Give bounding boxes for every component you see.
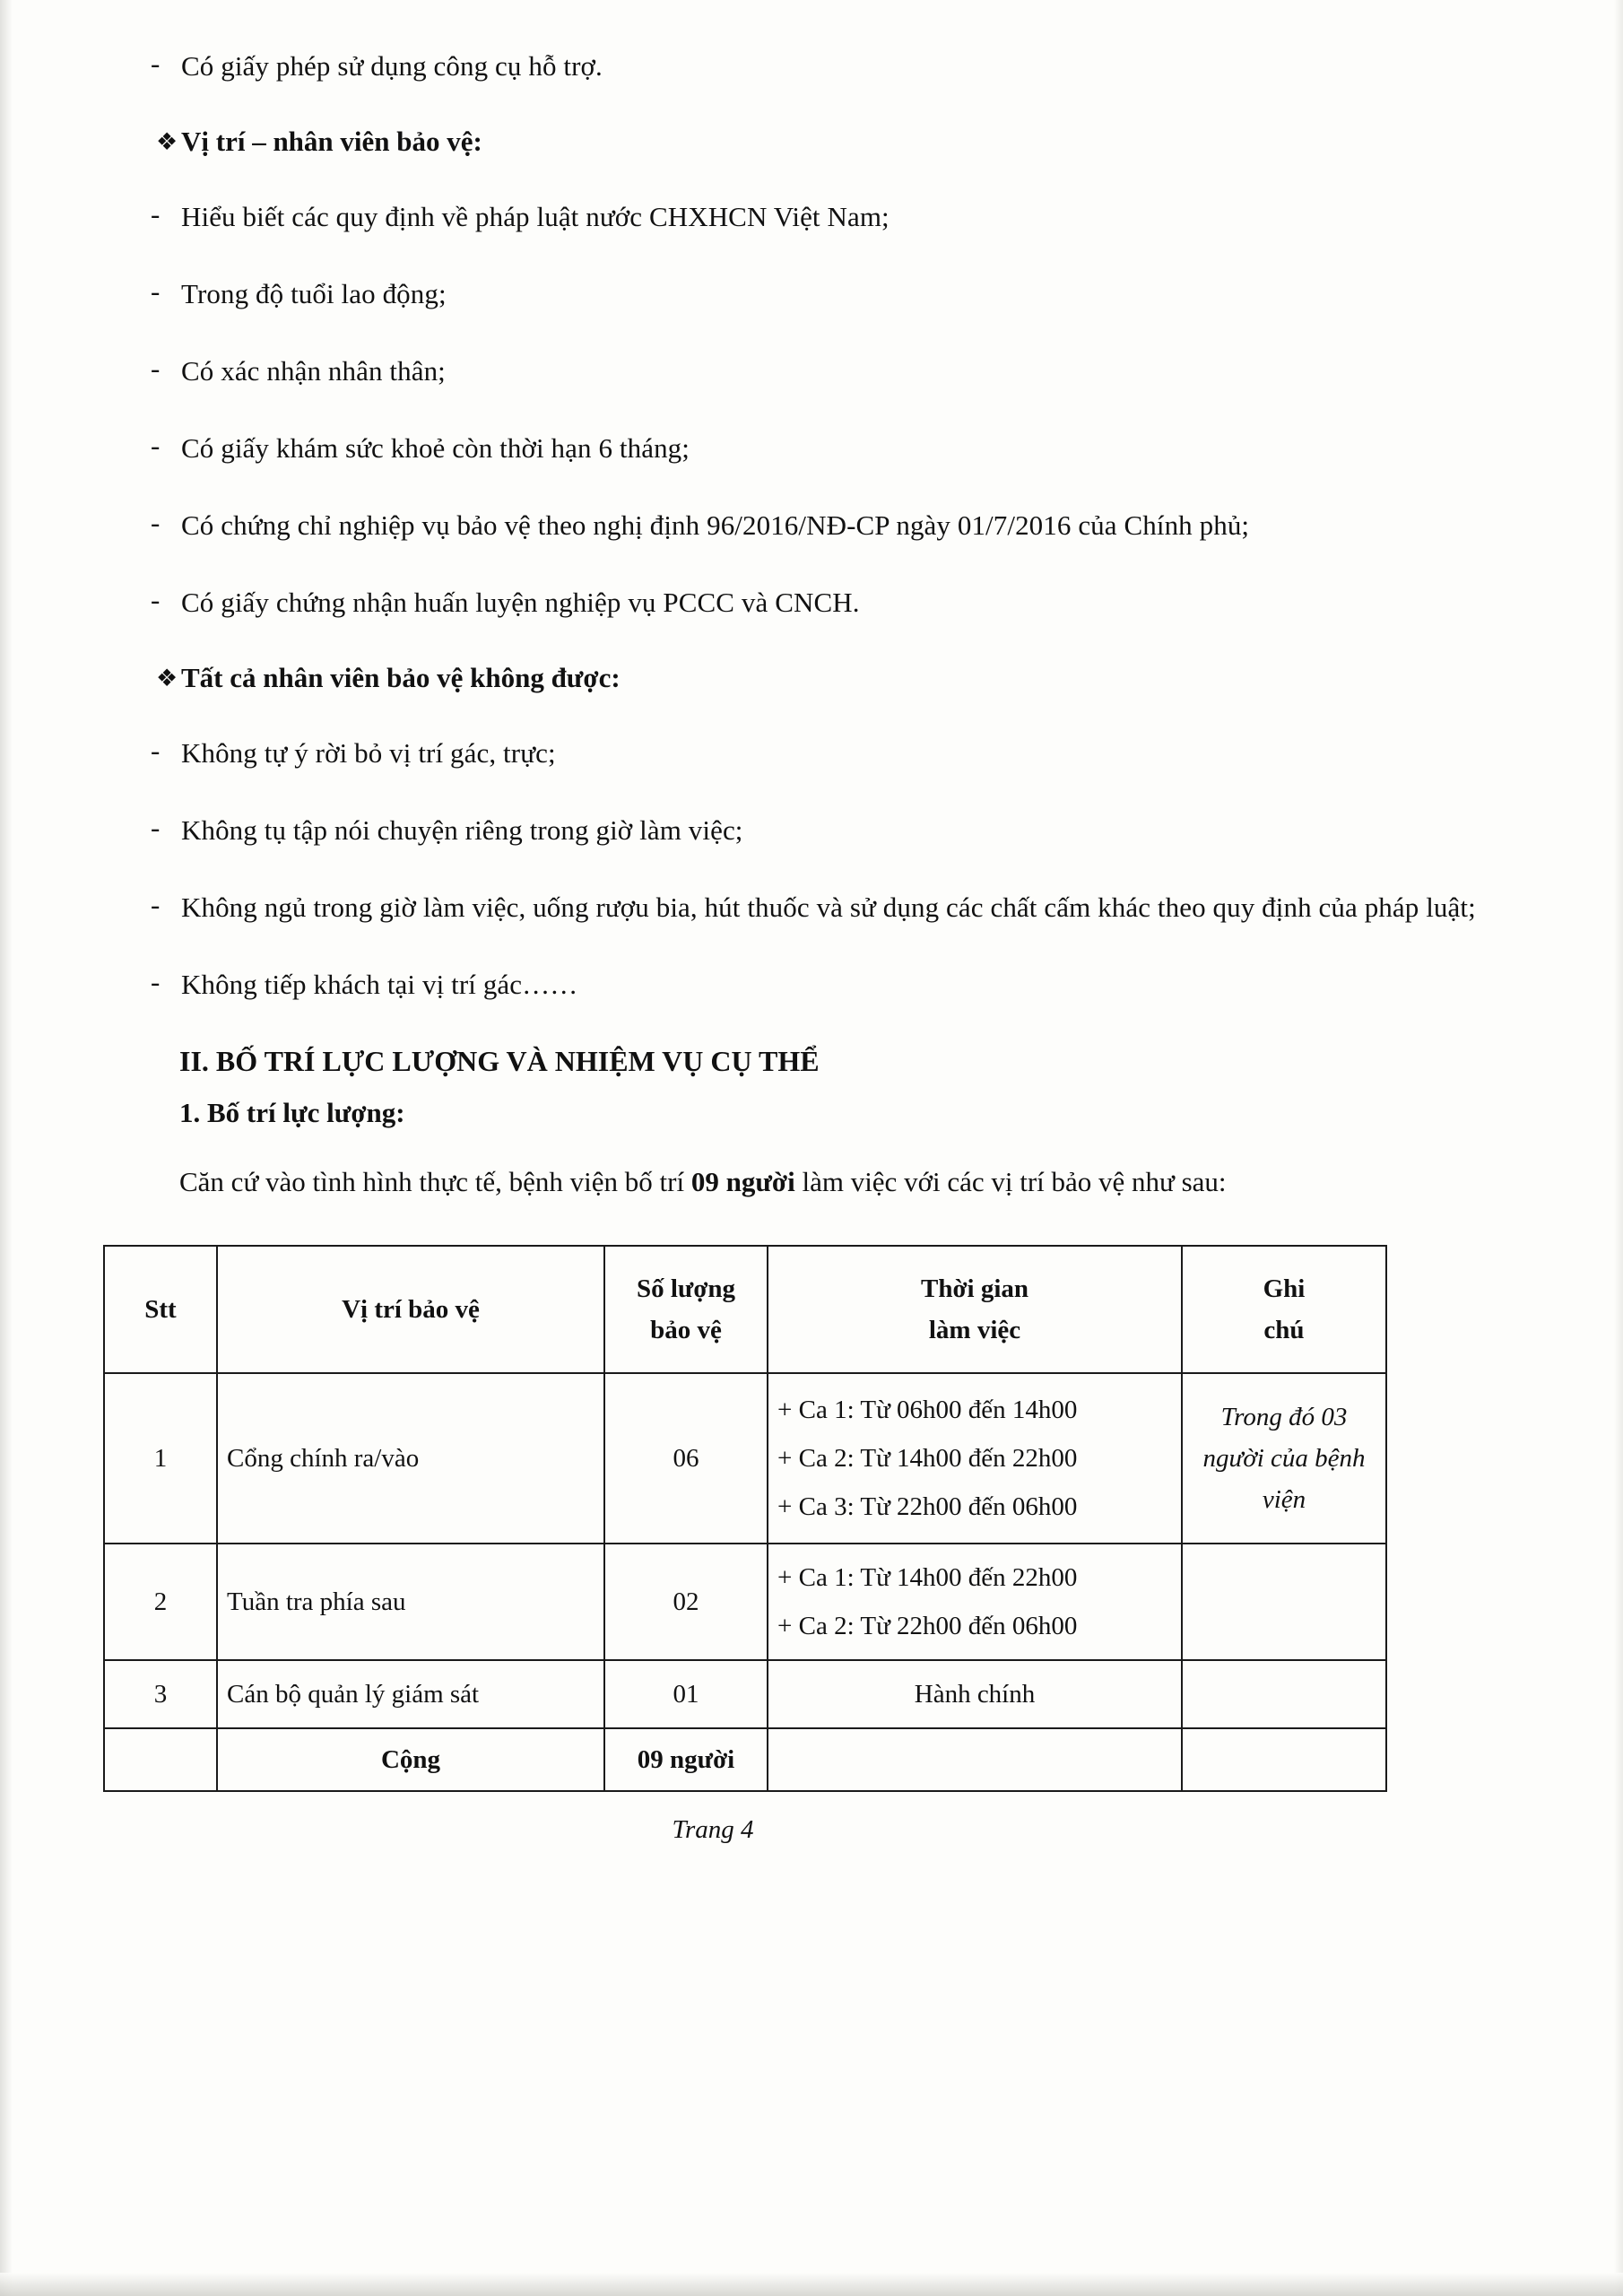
column-header-time-line1: Thời gian [920, 1274, 1029, 1303]
cell-total-stt [104, 1728, 217, 1791]
bullet-text: Có giấy chứng nhận huấn luyện nghiệp vụ PCCC và CNCH. [181, 587, 860, 618]
list-item [135, 43, 1497, 90]
subsection-1-heading: 1. Bố trí lực lượng: [179, 1097, 405, 1128]
cell-quantity: 06 [604, 1373, 768, 1544]
column-header-quantity-line1: Số lượng [636, 1274, 736, 1303]
table-row [104, 1544, 1386, 1660]
list-item [135, 271, 1497, 317]
cell-position: Tuần tra phía sau [217, 1544, 604, 1660]
cell-total-time [768, 1728, 1182, 1791]
table-body [104, 1373, 1386, 1791]
column-header-note-line1: Ghi [1263, 1274, 1306, 1303]
column-header-time-line2: làm việc [928, 1316, 1021, 1344]
scan-edge-right [1614, 0, 1623, 2296]
list-item [135, 502, 1497, 549]
dash-marker-icon: - [151, 966, 161, 997]
dash-marker-icon: - [151, 735, 161, 766]
document-content [135, 43, 1497, 1845]
shift-line: + Ca 1: Từ 14h00 đến 22h00 [777, 1563, 1078, 1592]
list-item [135, 730, 1497, 777]
section-heading-prohibitions [135, 657, 1497, 700]
bullet-text: Hiểu biết các quy định về pháp luật nước CHXHCN Việt Nam; [181, 201, 890, 232]
cell-note [1182, 1660, 1386, 1728]
cell-position: Cán bộ quản lý giám sát [217, 1660, 604, 1728]
table-row [104, 1660, 1386, 1728]
cell-total-note [1182, 1728, 1386, 1791]
list-item [135, 579, 1497, 626]
list-item [135, 961, 1497, 1008]
list-item [135, 348, 1497, 395]
column-header-note [1182, 1246, 1386, 1373]
column-header-position: Vị trí bảo vệ [217, 1246, 604, 1373]
cell-stt: 2 [104, 1544, 217, 1660]
cell-total-label: Cộng [217, 1728, 604, 1791]
dash-marker-icon: - [151, 48, 161, 79]
cell-total-quantity: 09 người [604, 1728, 768, 1791]
list-item [135, 425, 1497, 472]
diamond-bullet-icon: ❖ [156, 128, 178, 155]
cell-quantity: 02 [604, 1544, 768, 1660]
deployment-table-wrapper [103, 1245, 1385, 1792]
deployment-count: 09 người [690, 1166, 795, 1197]
dash-marker-icon: - [151, 584, 161, 615]
table-head [104, 1246, 1386, 1373]
column-header-time [768, 1246, 1182, 1373]
scan-edge-left [0, 0, 13, 2296]
dash-marker-icon: - [151, 889, 161, 920]
cell-time [768, 1373, 1182, 1544]
list-item [135, 884, 1497, 931]
column-header-stt: Stt [104, 1246, 217, 1373]
cell-stt: 3 [104, 1660, 217, 1728]
dash-marker-icon: - [151, 275, 161, 307]
column-header-quantity-line2: bảo vệ [650, 1316, 722, 1344]
cell-quantity: 01 [604, 1660, 768, 1728]
section-heading-label: Tất cả nhân viên bảo vệ không được: [181, 662, 621, 693]
table-total-row [104, 1728, 1386, 1791]
list-item [135, 807, 1497, 854]
dash-marker-icon: - [151, 507, 161, 538]
dash-marker-icon: - [151, 430, 161, 461]
bullet-text: Không tiếp khách tại vị trí gác…… [181, 969, 578, 1000]
scan-edge-bottom [0, 2273, 1623, 2296]
diamond-bullet-icon: ❖ [156, 665, 178, 691]
dash-marker-icon: - [151, 812, 161, 843]
bullet-text: Không tự ý rời bỏ vị trí gác, trực; [181, 737, 556, 769]
cell-time [768, 1544, 1182, 1660]
cell-note [1182, 1544, 1386, 1660]
section-ii-heading: II. BỐ TRÍ LỰC LƯỢNG VÀ NHIỆM VỤ CỤ THỂ [179, 1045, 820, 1077]
bullet-text: Có giấy khám sức khoẻ còn thời hạn 6 tháng; [181, 432, 690, 464]
cell-stt: 1 [104, 1373, 217, 1544]
shift-line: + Ca 1: Từ 06h00 đến 14h00 [777, 1396, 1078, 1424]
deployment-table [103, 1245, 1387, 1792]
deployment-text-after: làm việc với các vị trí bảo vệ như sau: [794, 1166, 1227, 1197]
cell-position: Cổng chính ra/vào [217, 1373, 604, 1544]
column-header-quantity [604, 1246, 768, 1373]
shift-line: + Ca 3: Từ 22h00 đến 06h00 [777, 1492, 1078, 1521]
bullet-text: Có chứng chỉ nghiệp vụ bảo vệ theo nghị định 96/2016/NĐ-CP ngày 01/7/2016 của Chính phủ; [181, 509, 1250, 541]
cell-time: Hành chính [768, 1660, 1182, 1728]
dash-marker-icon: - [151, 352, 161, 384]
cell-note: Trong đó 03 người của bệnh viện [1182, 1373, 1386, 1544]
column-header-note-line2: chú [1263, 1316, 1305, 1344]
bullet-text: Có giấy phép sử dụng công cụ hỗ trợ. [181, 50, 603, 82]
dash-marker-icon: - [151, 198, 161, 230]
bullet-text: Không tụ tập nói chuyện riêng trong giờ làm việc; [181, 814, 743, 846]
section-heading-guard-position [135, 120, 1497, 163]
table-row [104, 1373, 1386, 1544]
bullet-text: Không ngủ trong giờ làm việc, uống rượu bia, hút thuốc và sử dụng các chất cấm khác theo quy định của pháp luật; [181, 891, 1476, 923]
section-heading-label: Vị trí – nhân viên bảo vệ: [181, 126, 482, 157]
bullet-text: Trong độ tuổi lao động; [181, 278, 447, 309]
page-footer: Trang 4 [672, 1815, 754, 1844]
bullet-text: Có xác nhận nhân thân; [181, 355, 446, 387]
deployment-text-before: Căn cứ vào tình hình thực tế, bệnh viện bố trí [179, 1166, 691, 1197]
shift-line: + Ca 2: Từ 14h00 đến 22h00 [777, 1444, 1078, 1473]
shift-line: + Ca 2: Từ 22h00 đến 06h00 [777, 1612, 1078, 1640]
list-item [135, 194, 1497, 240]
deployment-paragraph [179, 1157, 1488, 1207]
table-header-row [104, 1246, 1386, 1373]
